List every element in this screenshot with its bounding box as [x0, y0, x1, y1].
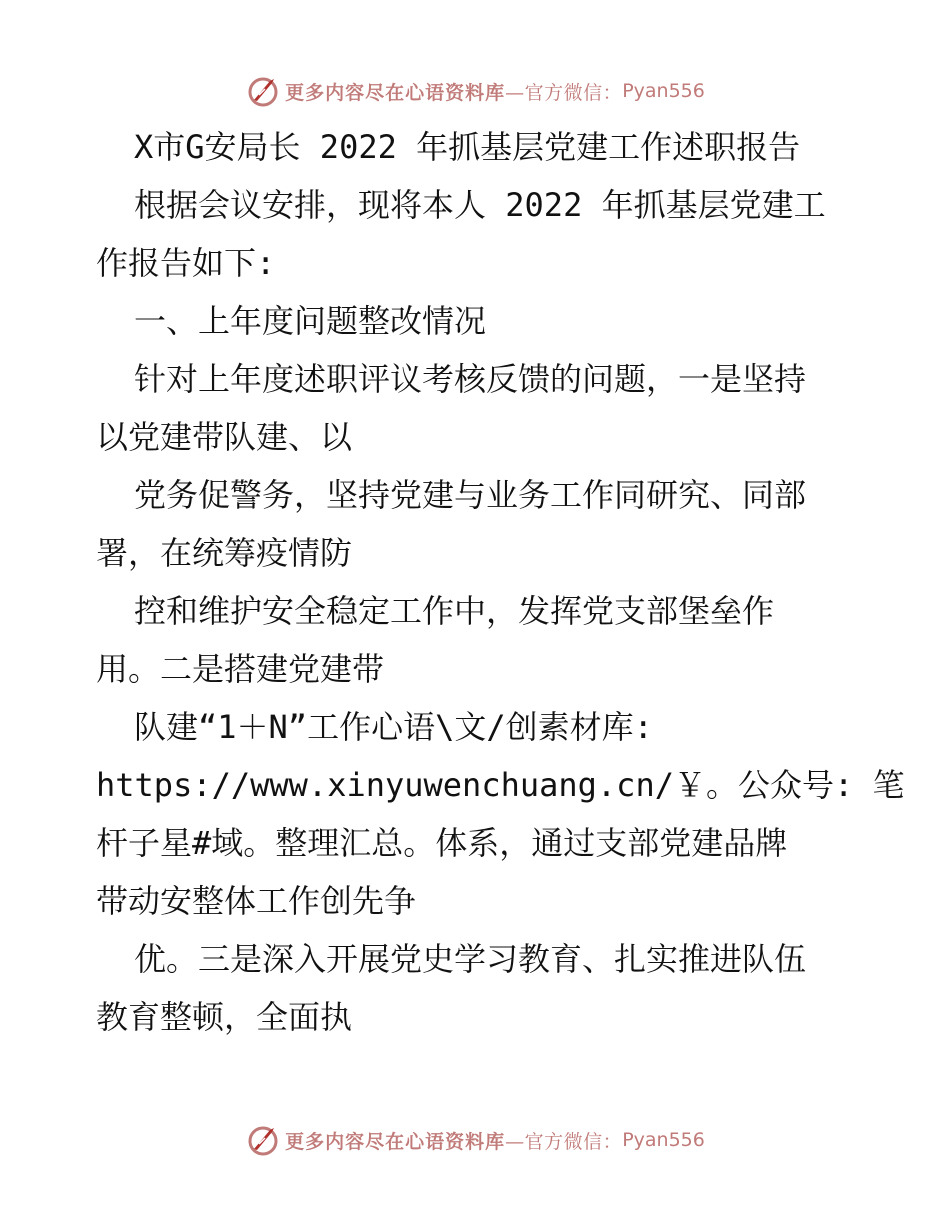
text-line: 针对上年度述职评议考核反馈的问题，一是坚持 [134, 360, 807, 398]
text-line: 以党建带队建、以 [96, 418, 353, 456]
text-line: 用。二是搭建党建带 [96, 650, 385, 688]
text-line: 教育整顿，全面执 [96, 998, 353, 1036]
watermark-wechat-label: —官方微信： [505, 1130, 623, 1153]
text-line: 控和维护安全稳定工作中，发挥党支部堡垒作 [134, 592, 775, 630]
document-body [96, 123, 905, 1051]
text-line: 杆子星#域。整理汇总。体系，通过支部党建品牌 [96, 824, 788, 862]
text-line: 党务促警务，坚持党建与业务工作同研究、同部 [134, 476, 807, 514]
text-line: 作报告如下: [96, 244, 276, 282]
watermark-brand: 更多内容尽在心语资料库 [285, 81, 506, 104]
watermark-brand: 更多内容尽在心语资料库 [285, 1130, 506, 1153]
watermark-wechat-id: Pyan556 [622, 80, 705, 102]
watermark-wechat-id: Pyan556 [622, 1129, 705, 1151]
text-line: 带动安整体工作创先争 [96, 882, 417, 920]
footer-watermark [0, 1122, 950, 1158]
quill-pen-logo-icon [245, 73, 281, 109]
watermark-wechat-label: —官方微信： [505, 81, 623, 104]
header-watermark [0, 73, 950, 109]
text-line: https://www.xinyuwenchuang.cn/￥。公众号: 笔 [96, 766, 905, 804]
text-line: 根据会议安排，现将本人 2022 年抓基层党建工 [134, 186, 826, 224]
document-title: X市G安局长 2022 年抓基层党建工作述职报告 [134, 128, 801, 166]
text-line: 队建“1＋N”工作心语\文/创素材库: [134, 708, 653, 746]
text-line: 一、上年度问题整改情况 [134, 302, 487, 340]
text-line: 优。三是深入开展党史学习教育、扎实推进队伍 [134, 940, 807, 978]
text-line: 署，在统筹疫情防 [96, 534, 353, 572]
quill-pen-logo-icon [245, 1122, 281, 1158]
